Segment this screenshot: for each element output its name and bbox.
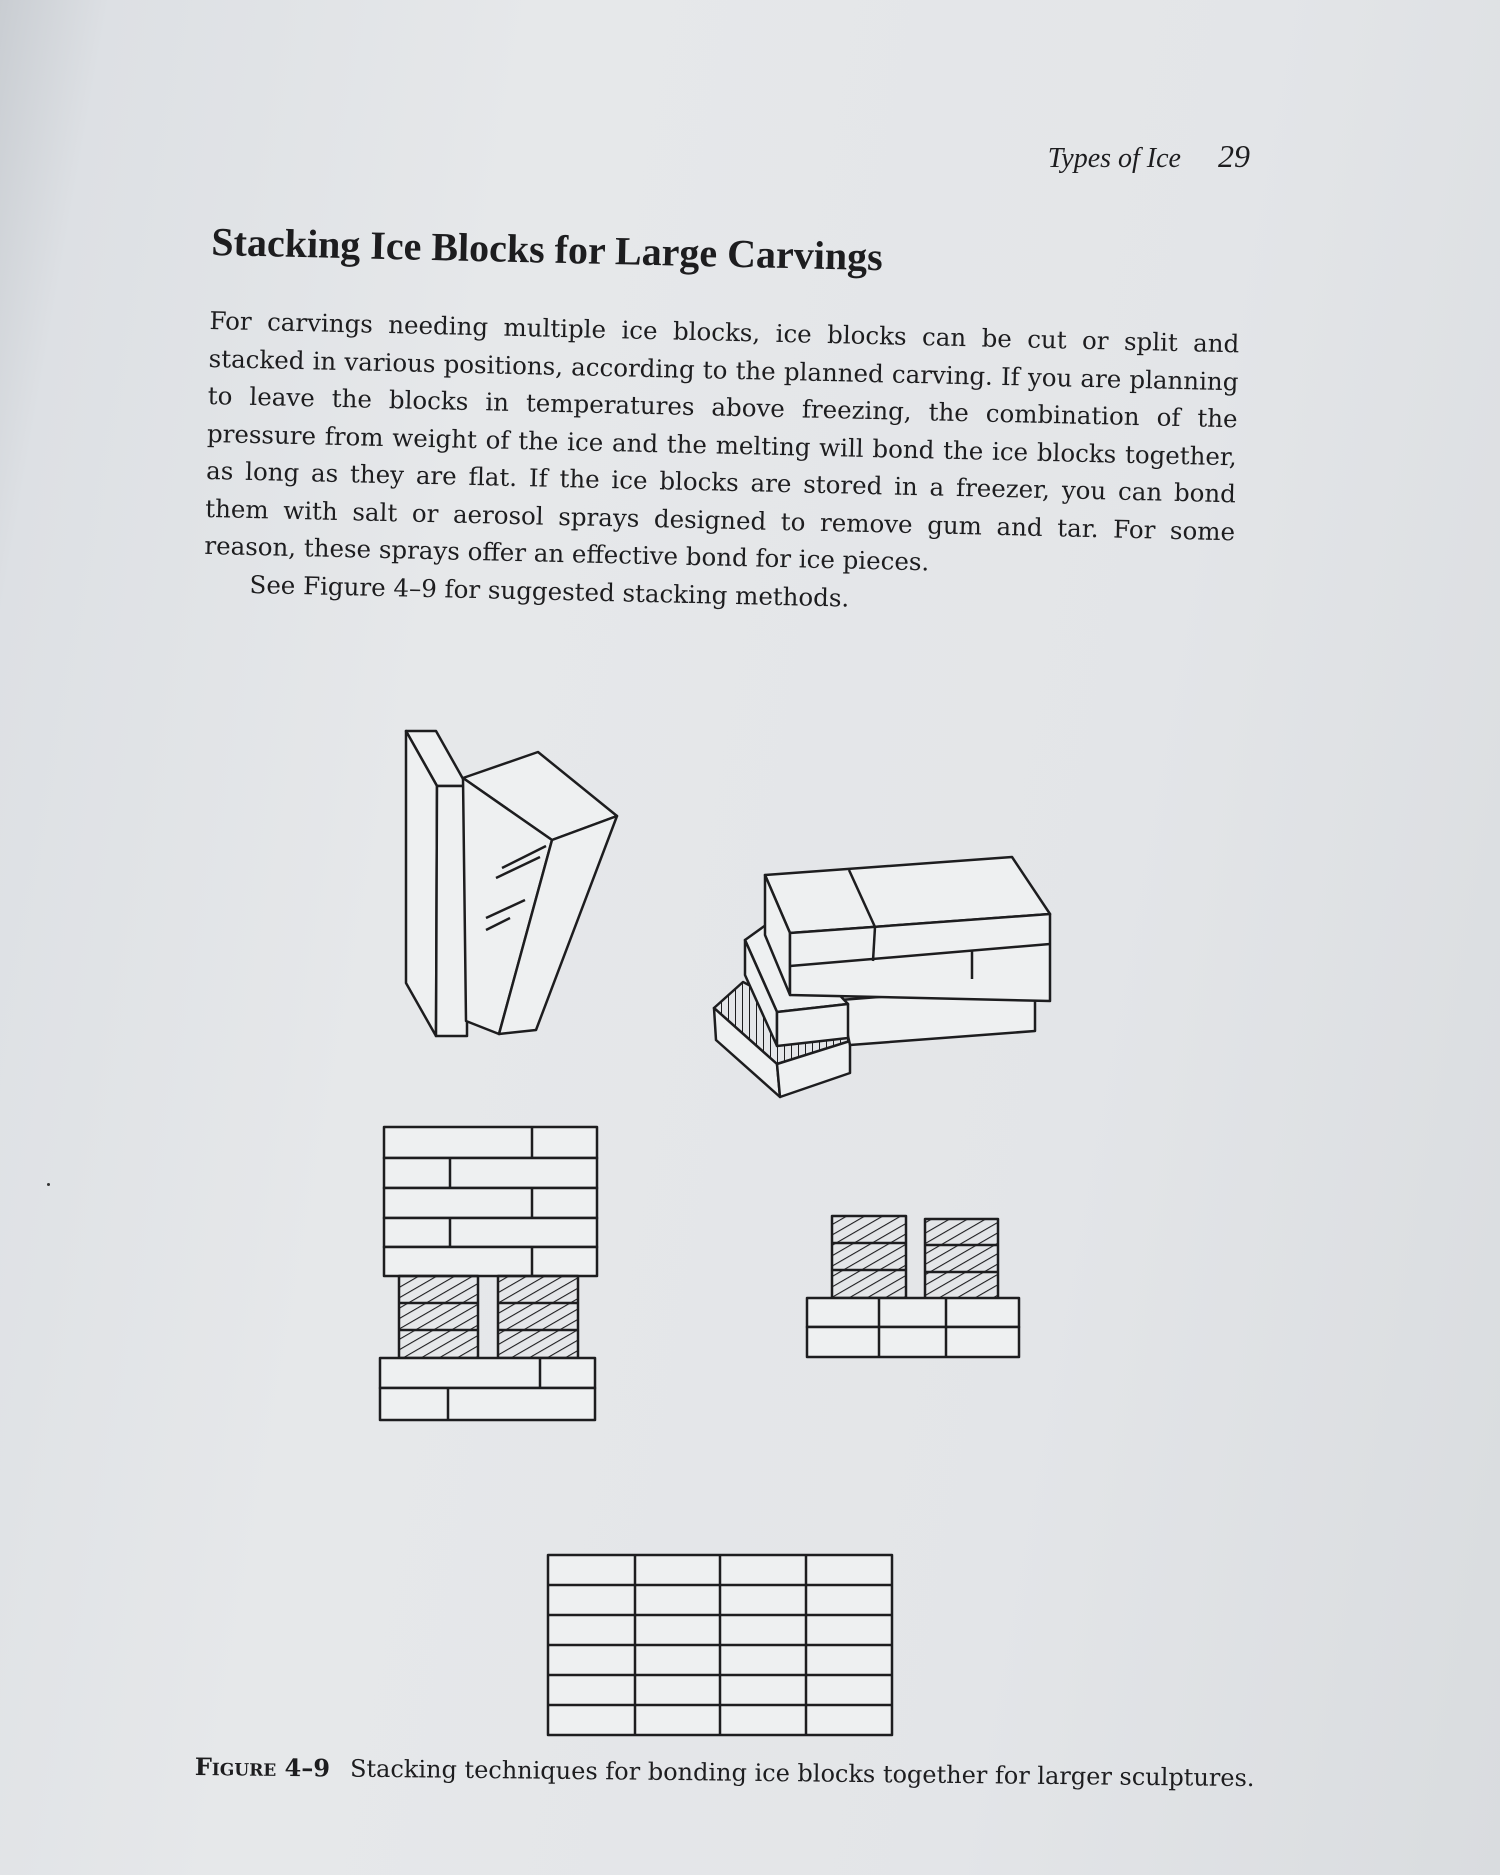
paragraph-2: See Figure 4–9 for suggested stacking methods. — [249, 569, 850, 613]
leaning-slabs-drawing — [406, 731, 617, 1036]
page-number: 29 — [1218, 138, 1250, 174]
grid-stack-drawing — [548, 1555, 892, 1735]
tower-stack-drawing — [380, 1127, 597, 1420]
dust-speck — [47, 1183, 50, 1186]
figure-caption-text: Stacking techniques for bonding ice blocks together for larger sculptures. — [349, 1754, 1255, 1793]
figure-label: Figure 4–9 — [194, 1752, 331, 1783]
section-heading: Stacking Ice Blocks for Large Carvings — [210, 218, 884, 280]
columns-on-base-drawing — [807, 1216, 1019, 1357]
paragraph-1: For carvings needing multiple ice blocks, ice blocks can be cut or split and stacked in various positions, according to the planned carving. If you are planning to leave the blocks in temperatures above freezing, the combination of the pressure from weight of the ice and the melting will bond the ice blocks together, as long as they are flat. If the ice blocks are stored in a freezer, you can bond them with salt or aerosol sprays designed to remove gum and tar. For some reason, these sprays offer an effective bond for ice pieces. — [204, 305, 1240, 577]
running-head-title: Types of Ice — [1047, 143, 1181, 174]
offset-stack-drawing — [714, 857, 1050, 1097]
